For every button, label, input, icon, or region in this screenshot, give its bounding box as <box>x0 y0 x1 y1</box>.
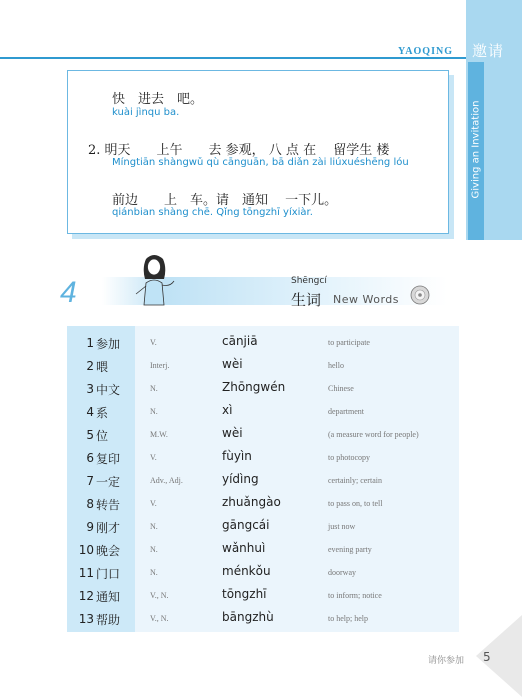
vocab-meaning: doorway <box>328 568 356 577</box>
vocab-number: 6 <box>86 451 94 465</box>
vocab-pinyin: fùyìn <box>222 449 252 463</box>
cd-icon[interactable] <box>410 285 430 305</box>
vocab-row <box>67 514 459 537</box>
vocab-number: 11 <box>78 566 94 580</box>
vocab-pinyin: gāngcái <box>222 518 270 532</box>
vocab-number: 13 <box>78 612 94 626</box>
vocab-number: 3 <box>86 382 94 396</box>
vocab-pinyin: wǎnhuì <box>222 541 266 555</box>
side-tab <box>466 0 522 240</box>
section-number: 4 <box>60 276 77 309</box>
vocab-word: 中文 <box>96 383 121 397</box>
vocab-number: 10 <box>78 543 94 557</box>
dialogue-line-2-pinyin: Míngtiān shàngwǔ qù cānguān, bā diǎn zài liúxuéshēng lóu <box>112 157 409 168</box>
lesson-title-zh: 邀请 <box>472 42 505 60</box>
vocab-pos: V., N. <box>150 614 169 623</box>
vocab-pinyin: wèi <box>222 357 243 371</box>
vocab-meaning: department <box>328 407 364 416</box>
vocab-meaning: to participate <box>328 338 370 347</box>
vocab-pinyin: cānjiā <box>222 334 258 348</box>
vocab-meaning: to pass on, to tell <box>328 499 383 508</box>
vocab-word: 门口 <box>96 567 121 581</box>
vocab-word: 喂 <box>96 360 109 374</box>
vocab-pinyin: yídìng <box>222 472 259 486</box>
vocab-word: 复印 <box>96 452 121 466</box>
section-title-zh: 生词 <box>291 291 322 309</box>
page-number: 5 <box>483 650 491 664</box>
vocab-row <box>67 537 459 560</box>
dialogue-line-2-han: 2. 明天 上午 去 参观， 八 点 在 留学生 楼 <box>88 143 390 158</box>
vocab-number: 12 <box>78 589 94 603</box>
vocab-pinyin: ménkǒu <box>222 564 271 578</box>
vocab-number: 5 <box>86 428 94 442</box>
vocab-pos: V. <box>150 453 157 462</box>
vocab-word: 通知 <box>96 590 121 604</box>
dialogue-line-1-pinyin: kuài jìnqu ba. <box>112 107 180 118</box>
vocab-row <box>67 422 459 445</box>
vocab-meaning: to inform; notice <box>328 591 382 600</box>
side-label: Giving an Invitation <box>470 100 482 199</box>
dialogue-line-3-han: 前边 上 车。请 通知 一下儿。 <box>112 193 338 208</box>
vocab-meaning: to photocopy <box>328 453 370 462</box>
vocab-meaning: evening party <box>328 545 372 554</box>
vocab-number: 2 <box>86 359 94 373</box>
vocab-pinyin: wèi <box>222 426 243 440</box>
vocab-word: 帮助 <box>96 613 121 627</box>
vocab-meaning: to help; help <box>328 614 368 623</box>
vocab-meaning: certainly; certain <box>328 476 382 485</box>
side-label-strip <box>468 62 484 240</box>
header-rule <box>0 57 466 59</box>
vocab-pos: V. <box>150 338 157 347</box>
vocab-pinyin: tōngzhī <box>222 587 267 601</box>
vocab-table <box>67 326 459 632</box>
vocab-word: 位 <box>96 429 109 443</box>
vocab-pos: M.W. <box>150 430 168 439</box>
vocab-word: 参加 <box>96 337 121 351</box>
vocab-row <box>67 353 459 376</box>
vocab-meaning: Chinese <box>328 384 354 393</box>
vocab-pinyin: xì <box>222 403 233 417</box>
vocab-number: 1 <box>86 336 94 350</box>
vocab-row <box>67 583 459 606</box>
vocab-row <box>67 376 459 399</box>
vocab-row <box>67 468 459 491</box>
vocab-number: 8 <box>86 497 94 511</box>
vocab-pos: N. <box>150 407 158 416</box>
vocab-number: 4 <box>86 405 94 419</box>
vocab-meaning: hello <box>328 361 344 370</box>
vocab-number: 9 <box>86 520 94 534</box>
vocab-word: 刚才 <box>96 521 121 535</box>
vocab-pos: Interj. <box>150 361 170 370</box>
vocab-row <box>67 399 459 422</box>
vocab-pos: N. <box>150 384 158 393</box>
vocab-pinyin: bāngzhù <box>222 610 274 624</box>
section-title-en: New Words <box>333 293 399 306</box>
dialogue-box <box>67 70 449 234</box>
vocab-pinyin: zhuǎngào <box>222 495 281 509</box>
vocab-row <box>67 560 459 583</box>
vocab-row <box>67 445 459 468</box>
vocab-meaning: (a measure word for people) <box>328 430 419 439</box>
vocab-meaning: just now <box>328 522 356 531</box>
section-pinyin: Shēngcí <box>291 276 327 286</box>
vocab-row <box>67 330 459 353</box>
vocab-pos: N. <box>150 522 158 531</box>
dialogue-line-1-han: 快 进去 吧。 <box>112 92 204 107</box>
vocab-word: 晚会 <box>96 544 121 558</box>
lesson-title-en: YAOQING <box>398 46 453 57</box>
footer-lesson-zh: 请你参加 <box>428 656 465 666</box>
vocab-number: 7 <box>86 474 94 488</box>
vocab-row <box>67 606 459 629</box>
vocab-pos: V. <box>150 499 157 508</box>
vocab-word: 转告 <box>96 498 121 512</box>
vocab-pos: Adv., Adj. <box>150 476 183 485</box>
vocab-pos: V., N. <box>150 591 169 600</box>
dialogue-line-3-pinyin: qiánbian shàng chē. Qǐng tōngzhī yíxiàr. <box>112 207 313 218</box>
vocab-word: 一定 <box>96 475 121 489</box>
vocab-pinyin: Zhōngwén <box>222 380 286 394</box>
vocab-pos: N. <box>150 545 158 554</box>
vocab-row <box>67 491 459 514</box>
student-illustration <box>130 253 178 308</box>
vocab-pos: N. <box>150 568 158 577</box>
vocab-word: 系 <box>96 406 109 420</box>
